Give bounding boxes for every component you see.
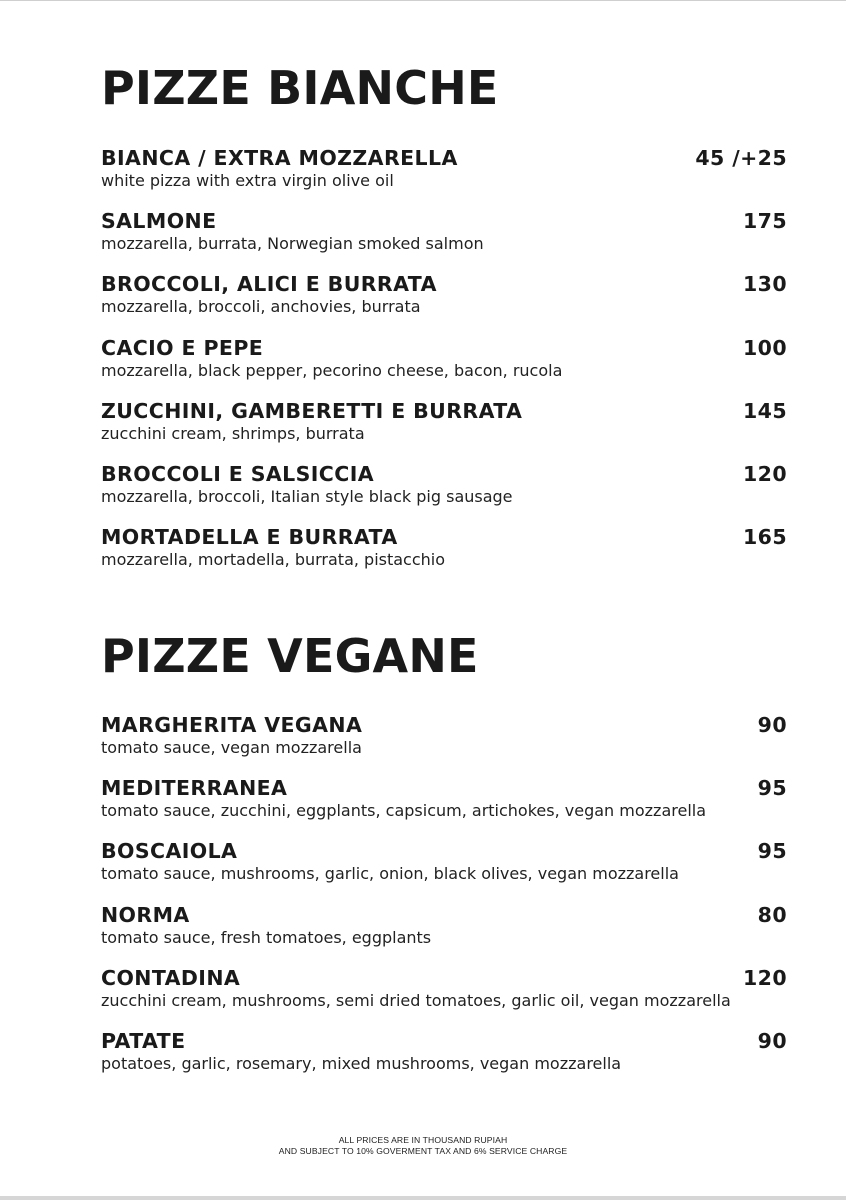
item-price: 90 <box>757 713 787 737</box>
item-price: 100 <box>743 335 787 360</box>
section-pizze-vegane <box>101 631 787 1091</box>
menu-item <box>101 271 787 334</box>
menu-item <box>101 398 787 461</box>
item-name: BIANCA / EXTRA MOZZARELLA <box>101 146 458 170</box>
menu-item <box>101 461 787 524</box>
item-price: 130 <box>743 272 787 297</box>
item-description: tomato sauce, vegan mozzarella <box>101 738 362 757</box>
item-price: 95 <box>757 776 787 801</box>
item-name: MEDITERRANEA <box>101 776 288 801</box>
item-description: mozzarella, broccoli, Italian style black pig sausage <box>101 486 513 506</box>
menu-item <box>101 838 787 901</box>
menu-item <box>101 335 787 398</box>
item-price: 120 <box>743 461 787 486</box>
menu-item <box>101 712 787 775</box>
menu-item <box>101 775 787 838</box>
item-name: MORTADELLA E BURRATA <box>101 525 398 550</box>
menu-item <box>101 965 787 1028</box>
menu-item <box>101 524 787 587</box>
footnote-line: ALL PRICES ARE IN THOUSAND RUPIAH <box>338 1135 508 1145</box>
section-title: PIZZE BIANCHE <box>101 61 499 115</box>
item-price: 45 /+25 <box>695 146 787 170</box>
section-title: PIZZE VEGANE <box>101 629 479 683</box>
footnote-line: AND SUBJECT TO 10% GOVERMENT TAX AND 6% SERVICE CHARGE <box>278 1146 568 1156</box>
item-price: 175 <box>743 209 787 234</box>
item-name: CACIO E PEPE <box>101 335 264 360</box>
item-name: NORMA <box>101 902 190 927</box>
item-price: 80 <box>757 902 787 927</box>
menu-list <box>101 145 787 587</box>
item-name: PATATE <box>101 1028 186 1053</box>
menu-item <box>101 208 787 271</box>
item-name: SALMONE <box>101 209 217 234</box>
item-name: BOSCAIOLA <box>101 839 238 864</box>
item-description: tomato sauce, mushrooms, garlic, onion, black olives, vegan mozzarella <box>101 864 679 884</box>
item-description: tomato sauce, zucchini, eggplants, capsicum, artichokes, vegan mozzarella <box>101 801 707 821</box>
item-name: ZUCCHINI, GAMBERETTI E BURRATA <box>101 398 523 423</box>
item-name: BROCCOLI E SALSICCIA <box>101 461 374 486</box>
item-description: potatoes, garlic, rosemary, mixed mushrooms, vegan mozzarella <box>101 1053 622 1073</box>
item-price: 95 <box>757 839 787 864</box>
item-name: BROCCOLI, ALICI E BURRATA <box>101 272 437 297</box>
item-description: zucchini cream, mushrooms, semi dried tomatoes, garlic oil, vegan mozzarella <box>101 990 731 1010</box>
item-price: 165 <box>743 525 787 550</box>
item-description: mozzarella, broccoli, anchovies, burrata <box>101 297 421 317</box>
item-description: tomato sauce, fresh tomatoes, eggplants <box>101 927 432 947</box>
item-description: mozzarella, black pepper, pecorino cheese, bacon, rucola <box>101 360 563 380</box>
price-footnote <box>0 1135 846 1157</box>
menu-list <box>101 712 787 1091</box>
item-description: zucchini cream, shrimps, burrata <box>101 423 365 443</box>
item-description: mozzarella, burrata, Norwegian smoked salmon <box>101 234 484 254</box>
item-description: white pizza with extra virgin olive oil <box>101 171 394 190</box>
item-price: 90 <box>757 1028 787 1053</box>
menu-item <box>101 902 787 965</box>
menu-item <box>101 1028 787 1091</box>
item-name: CONTADINA <box>101 965 241 990</box>
item-name: MARGHERITA VEGANA <box>101 713 363 737</box>
bottom-divider <box>0 1196 846 1200</box>
item-price: 145 <box>743 398 787 423</box>
item-price: 120 <box>743 965 787 990</box>
item-description: mozzarella, mortadella, burrata, pistacchio <box>101 550 446 570</box>
section-pizze-bianche <box>101 63 787 587</box>
menu-item <box>101 145 787 208</box>
